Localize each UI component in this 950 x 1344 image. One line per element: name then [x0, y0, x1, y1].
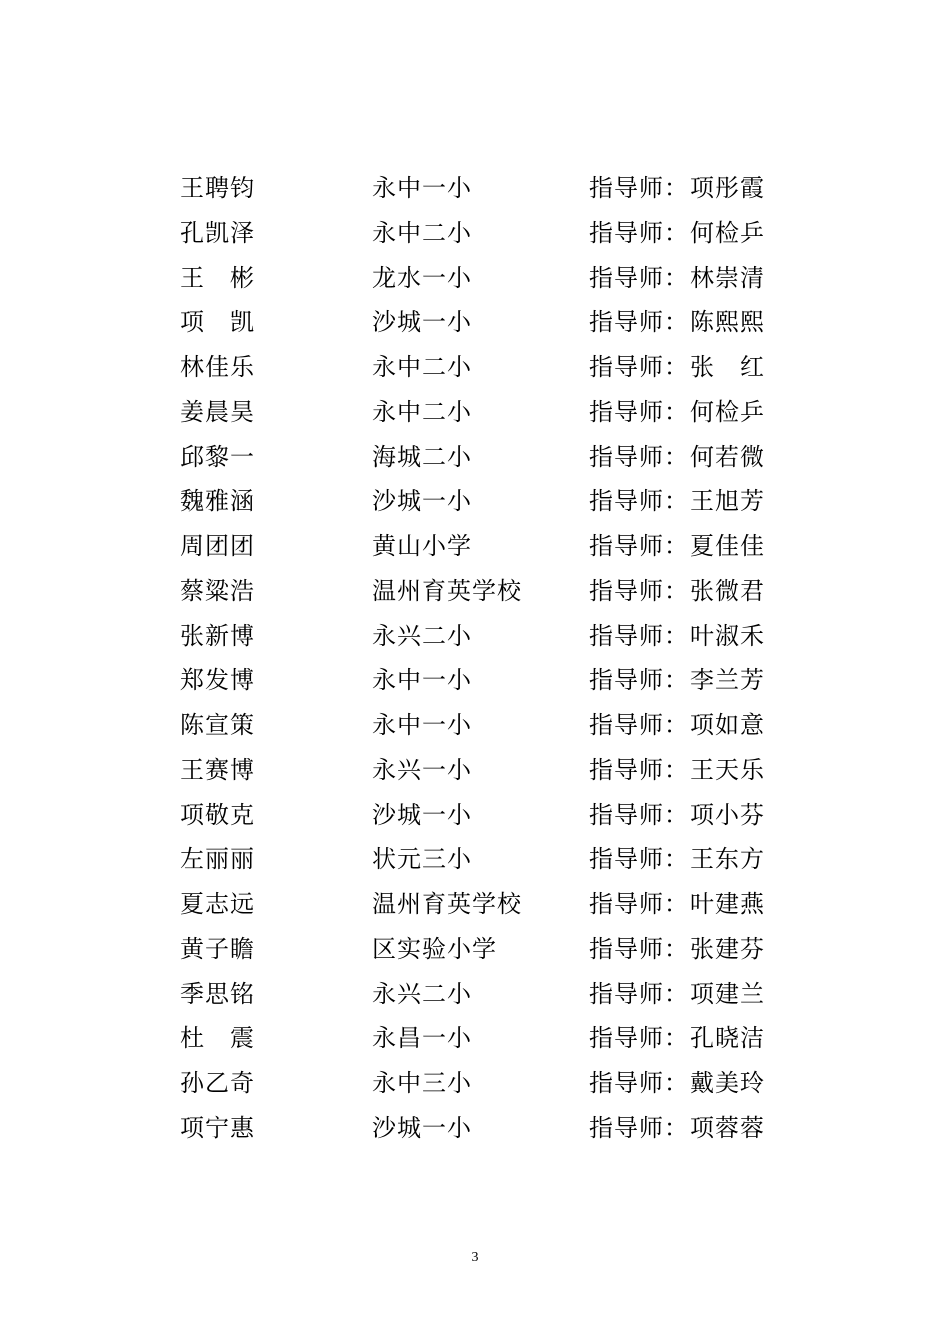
list-item — [180, 614, 800, 659]
teacher-label: 指导师： — [589, 487, 689, 516]
teacher-label: 指导师： — [589, 890, 689, 918]
teacher-label: 指导师： — [589, 263, 689, 292]
teacher-name: 项建兰 — [690, 979, 764, 1008]
school-name: 温州育英学校 — [372, 576, 522, 605]
school-name: 永兴一小 — [372, 755, 472, 784]
teacher-name: 王东方 — [690, 845, 764, 874]
list-item — [180, 569, 800, 614]
teacher-name: 张 红 — [690, 353, 764, 381]
student-name: 杜 震 — [180, 1024, 254, 1053]
teacher-label: 指导师： — [589, 1113, 689, 1142]
school-name: 龙水一小 — [372, 263, 472, 292]
student-name: 王聘钧 — [180, 174, 254, 202]
teacher-name: 项小芬 — [690, 800, 764, 829]
page-number: 3 — [471, 1250, 479, 1265]
list-item — [180, 793, 800, 838]
student-name: 孔凯泽 — [180, 218, 254, 247]
teacher-label: 指导师： — [589, 397, 689, 426]
teacher-name: 叶建燕 — [690, 890, 764, 918]
student-name: 陈宣策 — [180, 711, 254, 739]
student-name: 郑发博 — [180, 666, 254, 695]
list-item — [180, 927, 800, 972]
teacher-name: 项彤霞 — [690, 174, 764, 202]
list-item — [180, 1106, 800, 1151]
teacher-name: 孔晓洁 — [690, 1024, 764, 1053]
teacher-name: 林崇清 — [690, 263, 764, 292]
list-item — [180, 1061, 800, 1106]
school-name: 沙城一小 — [372, 800, 472, 829]
teacher-name: 王旭芳 — [690, 487, 764, 516]
student-name: 项敬克 — [180, 800, 254, 829]
student-name: 周团团 — [180, 532, 254, 560]
teacher-label: 指导师： — [589, 979, 689, 1008]
school-name: 永中一小 — [372, 711, 472, 739]
student-name: 魏雅涵 — [180, 487, 254, 516]
list-item — [180, 345, 800, 390]
school-name: 温州育英学校 — [372, 890, 522, 918]
teacher-name: 戴美玲 — [690, 1069, 764, 1097]
teacher-label: 指导师： — [589, 1069, 689, 1097]
teacher-label: 指导师： — [589, 800, 689, 829]
school-name: 区实验小学 — [372, 934, 497, 963]
list-item — [180, 972, 800, 1017]
student-name: 季思铭 — [180, 979, 254, 1008]
student-name: 黄子瞻 — [180, 934, 254, 963]
teacher-label: 指导师： — [589, 532, 689, 560]
student-name: 项 凯 — [180, 308, 254, 337]
teacher-name: 王天乐 — [690, 755, 764, 784]
teacher-name: 夏佳佳 — [690, 532, 764, 560]
teacher-name: 张微君 — [690, 576, 764, 605]
school-name: 永中二小 — [372, 218, 472, 247]
school-name: 永昌一小 — [372, 1024, 472, 1053]
teacher-label: 指导师： — [589, 666, 689, 695]
list-item — [180, 435, 800, 480]
student-name: 林佳乐 — [180, 353, 254, 381]
student-name: 邱黎一 — [180, 442, 254, 471]
teacher-label: 指导师： — [589, 1024, 689, 1053]
teacher-label: 指导师： — [589, 755, 689, 784]
list-item — [180, 390, 800, 435]
school-name: 沙城一小 — [372, 308, 472, 337]
list-item — [180, 479, 800, 524]
school-name: 黄山小学 — [372, 532, 472, 560]
school-name: 永中一小 — [372, 174, 472, 202]
school-name: 永兴二小 — [372, 621, 472, 650]
school-name: 永中一小 — [372, 666, 472, 695]
teacher-name: 何检乒 — [690, 218, 764, 247]
teacher-label: 指导师： — [589, 621, 689, 650]
list-item — [180, 300, 800, 345]
list-item — [180, 748, 800, 793]
award-list — [180, 166, 800, 1151]
student-name: 左丽丽 — [180, 845, 254, 874]
teacher-label: 指导师： — [589, 353, 689, 381]
teacher-name: 项蓉蓉 — [690, 1113, 764, 1142]
teacher-label: 指导师： — [589, 711, 689, 739]
school-name: 海城二小 — [372, 442, 472, 471]
teacher-label: 指导师： — [589, 308, 689, 337]
student-name: 王 彬 — [180, 263, 254, 292]
teacher-label: 指导师： — [589, 442, 689, 471]
student-name: 夏志远 — [180, 890, 254, 918]
student-name: 项宁惠 — [180, 1113, 254, 1142]
school-name: 沙城一小 — [372, 1113, 472, 1142]
teacher-label: 指导师： — [589, 218, 689, 247]
list-item — [180, 1016, 800, 1061]
school-name: 沙城一小 — [372, 487, 472, 516]
school-name: 永中三小 — [372, 1069, 472, 1097]
teacher-name: 叶淑禾 — [690, 621, 764, 650]
teacher-label: 指导师： — [589, 845, 689, 874]
student-name: 蔡粱浩 — [180, 576, 254, 605]
teacher-name: 何若微 — [690, 442, 764, 471]
list-item — [180, 658, 800, 703]
student-name: 王赛博 — [180, 755, 254, 784]
teacher-label: 指导师： — [589, 576, 689, 605]
teacher-name: 李兰芳 — [690, 666, 764, 695]
school-name: 状元三小 — [372, 845, 472, 874]
teacher-label: 指导师： — [589, 934, 689, 963]
student-name: 张新博 — [180, 621, 254, 650]
list-item — [180, 211, 800, 256]
teacher-name: 陈熙熙 — [690, 308, 764, 337]
school-name: 永中二小 — [372, 397, 472, 426]
list-item — [180, 882, 800, 927]
student-name: 孙乙奇 — [180, 1069, 254, 1097]
teacher-name: 项如意 — [690, 711, 764, 739]
teacher-name: 何检乒 — [690, 397, 764, 426]
list-item — [180, 524, 800, 569]
list-item — [180, 166, 800, 211]
student-name: 姜晨昊 — [180, 397, 254, 426]
list-item — [180, 256, 800, 301]
list-item — [180, 703, 800, 748]
school-name: 永兴二小 — [372, 979, 472, 1008]
teacher-name: 张建芬 — [690, 934, 764, 963]
teacher-label: 指导师： — [589, 174, 689, 202]
school-name: 永中二小 — [372, 353, 472, 381]
list-item — [180, 837, 800, 882]
